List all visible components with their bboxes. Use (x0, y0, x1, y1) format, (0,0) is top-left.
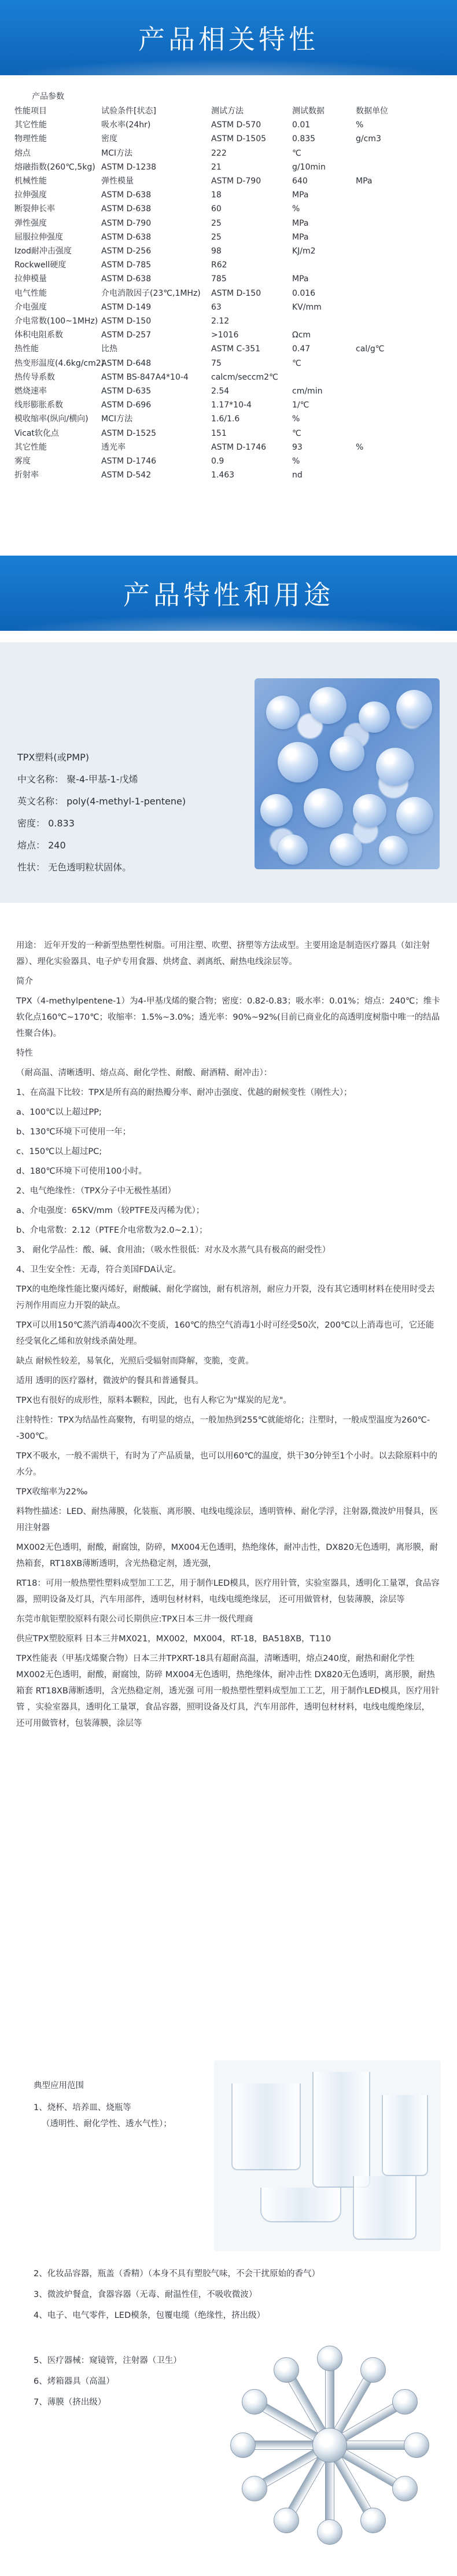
property-cell: ASTM D-150 (211, 288, 261, 298)
property-cell: ASTM D-790 (211, 177, 261, 186)
property-cell (356, 328, 425, 342)
property-cell: 数据单位 (356, 106, 388, 116)
body-paragraph: TPX（4-methylpentene-1）为4-甲基戊烯的聚合物；密度：0.82-0.83；吸水率：0.01%；熔点：240℃；维卡软化点160℃~170℃；收缩率：1.5%~3.0%；透光率：90%~92%(目前已商业化的高透明度树脂中唯一的结晶性聚合体)。 (16, 997, 440, 1038)
app-item: 4、电子、电气零件，LED模条，包覆电缆（绝缘性，挤出级） (34, 2311, 266, 2320)
body-paragraph: 注射特性：TPX为结晶性高聚物，有明显的熔点，一般加热到255℃就能熔化；注塑时，一般成型温度为260℃--300℃。 (16, 1416, 430, 1441)
pellet (396, 690, 432, 726)
property-cell: 测试数据 (292, 106, 325, 116)
property-cell (356, 216, 425, 230)
pellets-image (255, 678, 440, 869)
body-paragraph: b、介电常数：2.12（PTFE介电常数为2.0~2.1）； (16, 1226, 208, 1235)
properties-table (14, 87, 443, 482)
property-cell: 热性能 (14, 344, 39, 354)
body-paragraph: TPX收缩率为22‰ (16, 1487, 88, 1497)
pellet (309, 687, 347, 724)
property-cell (292, 314, 356, 328)
property-cell (356, 300, 425, 314)
connector-cap (317, 2346, 342, 2371)
property-cell: 介电强度 (14, 302, 47, 312)
body-paragraph: RT18：可用一般热塑性塑料成型加工工艺，用于制作LED模具，医疗用针管，实验室器具，透明化工量罩，食品容器，照明设备及灯具，汽车用部件，透明包材材料，电线电缆绝缘层， 还可用做管材，包装薄膜，涂层等 (16, 1579, 440, 1604)
body-paragraph: c、150℃以上超过PC; (16, 1147, 102, 1156)
property-cell: 2.54 (211, 387, 230, 396)
connector-cap (392, 2389, 418, 2415)
property-cell: ASTM C-351 (211, 344, 261, 354)
property-row (14, 230, 443, 244)
property-row (14, 454, 443, 468)
body-paragraph: TPX性能表（甲基戊烯聚合物）日本三井TPXRT-18具有超耐高温，清晰透明，熔点240度，耐热和耐化学性 MX002无色透明，耐酸，耐腐蚀，防碎 MX004无色透明，热绝缘体，耐冲击性 DX820无色透明，离形膜，耐热箱套 RT18XB薄断透明，含光热稳定剂，透光强 可用一般热塑性塑料成型加工工艺，用于制作LED模具，医疗用针管 ，实验室器具，透明化工量罩，食品容器，照明设备及灯具，汽车用部件，透明包材材料，电线电缆绝缘层， 还可用做管材，包装薄膜，涂层等 (16, 1654, 440, 1728)
body-paragraph: 4、卫生安全性：无毒，符合美国FDA认定。 (16, 1265, 181, 1274)
property-cell: 2.12 (211, 317, 230, 326)
property-cell: 断裂伸长率 (14, 204, 55, 214)
property-cell: ASTM D-1746 (101, 457, 157, 466)
connectors-image (220, 2321, 440, 2570)
properties-rows (14, 104, 443, 482)
body-paragraph: b、130℃环境下可使用一年； (16, 1127, 131, 1137)
body-paragraph: 1、在高温下比较：TPX是所有高的耐热瓣分率、耐冲击强度、优越的耐候变性（刚性大）； (16, 1088, 352, 1097)
property-cell: KJ/m2 (292, 247, 316, 256)
property-cell: ASTM D-785 (101, 260, 152, 270)
property-cell: ASTM D-570 (211, 120, 261, 130)
intro-card (0, 642, 457, 903)
body-paragraph: TPX不吸水，一般不需烘干，有时为了产品质量，也可以用60℃的温度，烘干30分钟至1个小时。以去除原料中的水分。 (16, 1451, 437, 1477)
property-cell: KV/mm (292, 302, 322, 312)
property-cell (356, 398, 425, 412)
body-paragraph: 东莞市航钜塑胶原料有限公司长期供应:TPX日本三井一级代理商 (16, 1615, 253, 1624)
pellet (260, 794, 293, 826)
property-cell: Ωcm (292, 330, 311, 340)
property-cell: 25 (211, 218, 222, 228)
connector-cap (392, 2476, 418, 2501)
property-cell: 热传导系数 (14, 372, 55, 382)
property-cell: 222 (211, 148, 227, 158)
app-item: 1、烧杯、培养皿、烧瓶等 (34, 2103, 131, 2112)
intro-text (17, 747, 226, 879)
body-paragraph: 适用 透明的医疗器材，微波炉的餐具和普通餐具。 (16, 1376, 204, 1386)
banner-features-uses (0, 556, 457, 631)
property-row (14, 384, 443, 398)
property-row (14, 314, 443, 328)
property-cell: 1.6/1.6 (211, 414, 240, 424)
property-cell: ASTM D-638 (101, 190, 152, 200)
banner-wave-2 (0, 615, 457, 631)
property-cell (356, 146, 425, 160)
pellet (330, 833, 362, 866)
body-paragraph: d、180℃环境下可使用100小时。 (16, 1167, 147, 1176)
property-cell: 熔点 (14, 148, 31, 158)
pellet (278, 742, 318, 782)
property-cell: g/10min (292, 162, 326, 172)
property-cell (356, 272, 425, 286)
body-paragraph: 3、 耐化学品性：酸、碱、食用油；（吸水性很低：对水及水蒸气具有极高的耐受性） (16, 1245, 331, 1255)
property-cell (356, 427, 425, 440)
property-cell (356, 286, 425, 300)
property-cell: 785 (211, 274, 227, 284)
property-cell: ASTM D-1525 (101, 428, 157, 438)
pellet (266, 696, 300, 729)
pellet (330, 736, 364, 771)
body-text (16, 938, 441, 1735)
property-cell: 拉伸强度 (14, 190, 47, 200)
intro-form: 性状： 无色透明粒状固体。 (17, 862, 132, 873)
property-cell (356, 202, 425, 216)
property-cell: ASTM D-1505 (211, 134, 267, 144)
property-cell: ASTM D-257 (101, 330, 152, 340)
property-cell: 机械性能 (14, 177, 47, 186)
intro-name: TPX塑料(或PMP) (17, 752, 89, 763)
property-cell: 98 (211, 247, 222, 256)
property-cell (356, 314, 425, 328)
property-cell: ASTM D-790 (101, 218, 152, 228)
property-row (14, 202, 443, 216)
app-item: 5、医疗器械：窥镜管，注射器（卫生） (34, 2356, 182, 2365)
property-cell: 雾度 (14, 457, 31, 466)
connector-hub (312, 2428, 347, 2463)
property-cell: 透光率 (101, 442, 126, 452)
connector-cap (360, 2357, 386, 2383)
property-cell: 线形膨胀系数 (14, 400, 63, 410)
property-row (14, 216, 443, 230)
property-row (14, 286, 443, 300)
body-paragraph: a、介电强度：65KV/mm（较PTFE及丙稀为优）； (16, 1206, 205, 1215)
beaker (382, 2095, 428, 2176)
property-cell: ASTM D-638 (101, 204, 152, 214)
property-cell: 弹性模量 (101, 177, 134, 186)
property-cell: 151 (211, 428, 227, 438)
body-paragraph: TPX可以用150℃蒸汽消毒400次不变质，160℃的热空气消毒1小时可经受50次，200℃以上消毒也可，它还能经受氧化乙烯和放射线杀菌处理。 (16, 1321, 434, 1346)
connector-cap (317, 2519, 342, 2545)
property-row (14, 300, 443, 314)
connector-cap (274, 2508, 299, 2533)
property-cell: 体积电阻系数 (14, 330, 63, 340)
connector-cap (242, 2476, 267, 2501)
property-cell: 其它性能 (14, 442, 47, 452)
property-cell: 比热 (101, 344, 117, 354)
property-cell: ASTM D-1746 (211, 442, 267, 452)
body-paragraph: 特性 (16, 1049, 33, 1058)
property-cell: 热变形温度(4.6kg/cm2) (14, 358, 105, 368)
petri-dish (260, 2188, 341, 2222)
property-cell: cal/g℃ (356, 344, 385, 354)
property-cell: g/cm3 (356, 134, 381, 144)
property-cell: % (292, 414, 300, 424)
pellet (376, 748, 414, 786)
property-cell (356, 230, 425, 244)
connector-cap (274, 2357, 299, 2383)
property-cell: 21 (211, 162, 222, 172)
body-paragraph: 供应TPX塑胶原料 日本三井MX021，MX002，MX004，RT-18，BA518XB，T110 (16, 1634, 331, 1644)
property-cell: ASTM D-256 (101, 247, 152, 256)
property-cell: 0.9 (211, 457, 224, 466)
property-cell: R62 (211, 260, 227, 270)
property-cell: calcm/seccm2℃ (211, 372, 278, 382)
property-row (14, 188, 443, 202)
app-item: 2、化妆品容器，瓶盖（香精）（本身不具有塑胶气味，不会干扰原始的香气） (34, 2269, 320, 2279)
pellet (396, 797, 433, 834)
body-paragraph: 简介 (16, 977, 33, 986)
property-cell: ASTM D-635 (101, 387, 152, 396)
body-paragraph: MX002无色透明，耐酸，耐腐蚀，防碎，MX004无色透明，热绝缘体，耐冲击性，DX820无色透明，离形膜，耐热箱套，RT18XB薄断透明，含光热稳定剂，透光强， (16, 1543, 438, 1568)
property-cell: 1.17*10-4 (211, 400, 252, 410)
body-paragraph: 用途： 近年开发的一种新型热塑性树脂。可用注塑、吹塑、挤塑等方法成型。主要用途是制造医疗器具（如注射器）、理化实验器具、电子炉专用食器、烘烤盒、剥离纸、耐热电线涂层等。 (16, 941, 430, 967)
property-cell: 试验条件[状态] (101, 106, 156, 116)
property-cell: 18 (211, 190, 222, 200)
property-cell (356, 160, 425, 174)
property-cell: 折射率 (14, 471, 39, 480)
property-cell: % (356, 442, 364, 452)
property-row (14, 468, 443, 482)
connector-cap (360, 2508, 386, 2533)
property-cell: 拉伸模量 (14, 274, 47, 284)
banner-title: 产品相关特性 (138, 24, 319, 55)
property-row (14, 258, 443, 272)
property-cell: ℃ (292, 358, 301, 368)
property-cell: 93 (292, 442, 303, 452)
property-cell: ASTM D-638 (101, 232, 152, 242)
property-cell: ASTM BS-847A4*10-4 (101, 372, 189, 382)
app-item: 7、薄膜（挤出级） (34, 2398, 106, 2407)
beaker (353, 2176, 417, 2240)
pellet (278, 835, 308, 865)
property-cell: 密度 (101, 134, 117, 144)
connector-cap (242, 2389, 267, 2415)
property-cell: MCI方法 (101, 414, 132, 424)
property-cell: 0.01 (292, 120, 311, 130)
connector-cap (230, 2432, 256, 2458)
app-header: 典型应用范围 (34, 2081, 84, 2090)
property-row (14, 357, 443, 370)
property-cell: ASTM D-150 (101, 317, 152, 326)
property-cell: 63 (211, 302, 222, 312)
property-cell: 其它性能 (14, 120, 47, 130)
property-row (14, 146, 443, 160)
app-list-2 (34, 2266, 438, 2328)
property-cell: 介电消散因子(23℃,1MHz) (101, 288, 201, 298)
property-cell: 吸水率(24hr) (101, 120, 151, 130)
property-cell: 物理性能 (14, 134, 47, 144)
glassware-image (214, 2060, 441, 2251)
intro-density: 密度： 0.833 (17, 818, 75, 829)
property-cell: ASTM D-648 (101, 358, 152, 368)
property-cell: 屈服拉伸强度 (14, 232, 63, 242)
banner-wave (0, 59, 457, 75)
property-cell: nd (292, 471, 303, 480)
body-paragraph: TPX也有很好的成形性，原料本颗粒，因此，也有人称它为"煤炭的尼龙"。 (16, 1396, 292, 1405)
property-cell: 60 (211, 204, 222, 214)
property-row (14, 174, 443, 188)
body-paragraph: TPX的电绝缘性能比聚丙烯好，耐酸碱、耐化学腐蚀，耐有机溶剂，耐应力开裂，没有其它透明材料在使用时受去污剂作用而应力开裂的缺点。 (16, 1285, 435, 1310)
beaker (312, 2072, 370, 2188)
property-cell: MCI方法 (101, 148, 132, 158)
connector-cap (404, 2432, 429, 2458)
intro-cn-name: 中文名称： 聚-4-甲基-1-戊烯 (17, 774, 138, 785)
property-cell: 弹性强度 (14, 218, 47, 228)
body-paragraph: 2、电气绝缘性：（TPX分子中无极性基团） (16, 1186, 176, 1196)
property-cell: MPa (292, 232, 309, 242)
property-cell (356, 412, 425, 426)
property-cell: ASTM D-149 (101, 302, 152, 312)
pellet (304, 788, 343, 828)
property-cell: 75 (211, 358, 222, 368)
pellet (359, 701, 390, 733)
property-cell (356, 468, 425, 482)
property-row (14, 440, 443, 454)
properties-section (0, 87, 457, 561)
property-row (14, 160, 443, 174)
property-row (14, 427, 443, 440)
property-cell: % (292, 457, 300, 466)
beaker (231, 2083, 301, 2170)
properties-header: 产品参数 (32, 92, 64, 101)
property-cell: Vicat软化点 (14, 428, 59, 438)
app-list-1 (34, 2078, 207, 2132)
banner-product-properties (0, 0, 457, 75)
pellet (353, 794, 386, 828)
property-cell: 测试方法 (211, 106, 244, 116)
body-paragraph: 料物性描述：LED、耐热薄膜，化装瓶、离形膜、电线电缆涂层，透明管棒、耐化学浮，注射器,微波炉用餐具，医用注射器 (16, 1507, 438, 1533)
property-cell (356, 357, 425, 370)
app-item-sub: （透明性、耐化学性、透水气性）； (42, 2119, 172, 2129)
property-cell (292, 370, 356, 384)
property-cell: Rockwell硬度 (14, 260, 67, 270)
property-cell: MPa (292, 274, 309, 284)
pellet (379, 836, 408, 865)
body-paragraph: （耐高温、清晰透明、熔点高、耐化学性、耐酸、耐酒精、耐冲击）： (16, 1068, 272, 1078)
property-cell: 1.463 (211, 471, 235, 480)
property-cell: MPa (356, 177, 373, 186)
property-cell: 0.835 (292, 134, 316, 144)
property-row (14, 244, 443, 258)
property-cell: ASTM D-638 (101, 274, 152, 284)
property-row (14, 104, 443, 118)
property-row (14, 118, 443, 132)
property-cell: % (292, 204, 300, 214)
intro-melting: 熔点： 240 (17, 840, 66, 851)
property-row (14, 272, 443, 286)
property-row (14, 412, 443, 426)
property-cell: MPa (292, 218, 309, 228)
property-cell: 25 (211, 232, 222, 242)
property-cell: ASTM D-696 (101, 400, 152, 410)
property-cell: >1016 (211, 330, 239, 340)
app-item: 6、烤箱器具（高温） (34, 2377, 115, 2386)
property-row (14, 370, 443, 384)
body-paragraph: 缺点 耐候性较差，易氧化，光照后受辐射而降解，变脆，变黄。 (16, 1357, 254, 1366)
property-cell: cm/min (292, 387, 323, 396)
property-row (14, 328, 443, 342)
property-cell (356, 370, 425, 384)
property-cell (356, 454, 425, 468)
body-paragraph: a、100℃以上超过PP; (16, 1108, 102, 1117)
property-cell (356, 258, 425, 272)
property-cell (356, 188, 425, 202)
property-cell: 介电常数(100~1MHz) (14, 317, 98, 326)
property-cell: ASTM D-1238 (101, 162, 157, 172)
banner-title-2: 产品特性和用途 (123, 579, 334, 611)
property-cell (356, 244, 425, 258)
property-cell: 电气性能 (14, 288, 47, 298)
property-cell: % (356, 120, 364, 130)
app-item: 3、微波炉餐盒，食器容器（无毒、耐温性佳，不吸收微波） (34, 2290, 257, 2299)
property-cell: Izod耐冲击强度 (14, 247, 72, 256)
property-cell (356, 384, 425, 398)
app-list-3 (34, 2353, 219, 2415)
intro-en-name: 英文名称： poly(4-methyl-1-pentene) (17, 796, 186, 807)
property-cell: 0.016 (292, 288, 316, 298)
property-cell: ℃ (292, 428, 301, 438)
property-cell: MPa (292, 190, 309, 200)
property-row (14, 398, 443, 412)
property-cell: 熔融指数(260℃,5kg) (14, 162, 95, 172)
property-cell: 0.47 (292, 344, 311, 354)
property-cell: ℃ (292, 148, 301, 158)
property-cell: 性能项目 (14, 106, 47, 116)
property-cell: 1/℃ (292, 400, 309, 410)
property-cell (292, 258, 356, 272)
property-cell: 模收缩率(纵向/横向) (14, 414, 89, 424)
property-row (14, 342, 443, 356)
property-row (14, 132, 443, 146)
property-cell: 燃烧速率 (14, 387, 47, 396)
property-cell: ASTM D-542 (101, 471, 152, 480)
property-cell: 640 (292, 177, 308, 186)
